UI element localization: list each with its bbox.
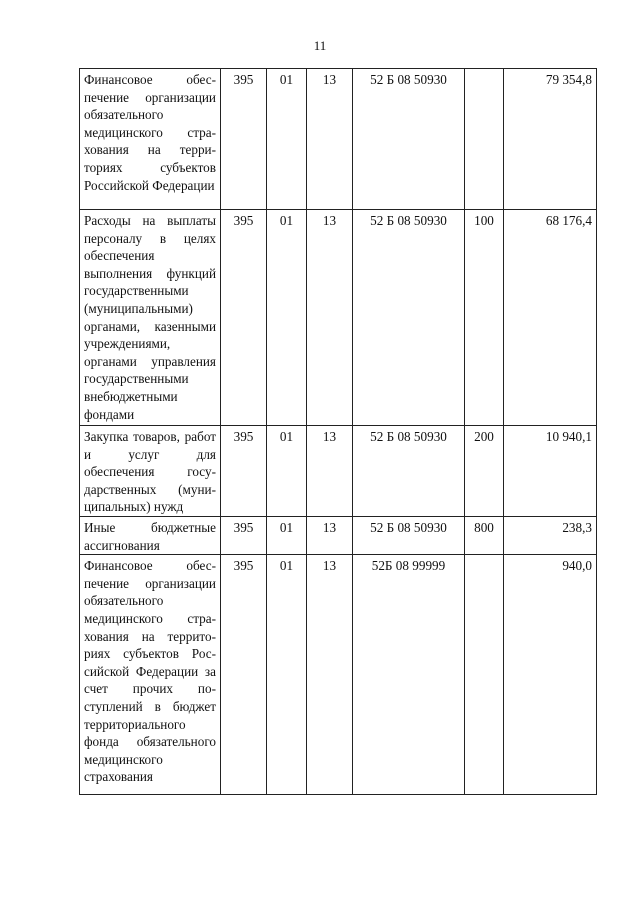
row-grbs: 395 [221, 516, 267, 554]
row-grbs: 395 [221, 555, 267, 795]
row-amount: 10 940,1 [504, 426, 597, 517]
row-expense-type: 200 [465, 426, 504, 517]
row-subsection: 13 [307, 555, 353, 795]
row-subsection: 13 [307, 69, 353, 210]
row-subsection: 13 [307, 516, 353, 554]
row-target-article: 52 Б 08 50930 [353, 69, 465, 210]
row-name: Иные бюджетные ассигнования [80, 516, 221, 554]
row-expense-type: 100 [465, 210, 504, 426]
page-number: 11 [313, 38, 327, 53]
row-expense-type [465, 69, 504, 210]
row-amount: 238,3 [504, 516, 597, 554]
row-name: Расходы на выплаты персоналу в целях обеспечения выполнения функций государственными (муниципальными) органами, казенными учреждениями, органами управления государственными внебюджетными фондами [80, 210, 221, 426]
row-grbs: 395 [221, 210, 267, 426]
table-row [80, 69, 597, 210]
row-amount: 940,0 [504, 555, 597, 795]
row-grbs: 395 [221, 426, 267, 517]
row-section: 01 [267, 426, 307, 517]
table-row [80, 516, 597, 554]
row-subsection: 13 [307, 210, 353, 426]
row-target-article: 52 Б 08 50930 [353, 426, 465, 517]
row-amount: 79 354,8 [504, 69, 597, 210]
row-target-article: 52 Б 08 50930 [353, 516, 465, 554]
row-amount: 68 176,4 [504, 210, 597, 426]
row-grbs: 395 [221, 69, 267, 210]
row-section: 01 [267, 69, 307, 210]
table-row [80, 426, 597, 517]
row-name: Закупка товаров, работ и услуг для обеспечения государственных (муниципальных) нужд [80, 426, 221, 517]
row-subsection: 13 [307, 426, 353, 517]
row-target-article: 52 Б 08 50930 [353, 210, 465, 426]
row-section: 01 [267, 516, 307, 554]
row-expense-type: 800 [465, 516, 504, 554]
table-row [80, 555, 597, 795]
row-target-article: 52Б 08 99999 [353, 555, 465, 795]
row-section: 01 [267, 210, 307, 426]
row-name: Финансовое обеспечение организации обязательного медицинского страхования на территориях субъектов Российской Федерации за счет прочих поступлений в бюджет территориального фонда обязательного медицинского страхования [80, 555, 221, 795]
row-name: Финансовое обеспечение организации обязательного медицинского страхования на территориях субъектов Российской Федерации [80, 69, 221, 210]
row-section: 01 [267, 555, 307, 795]
row-expense-type [465, 555, 504, 795]
table-row [80, 210, 597, 426]
budget-table [79, 68, 597, 795]
